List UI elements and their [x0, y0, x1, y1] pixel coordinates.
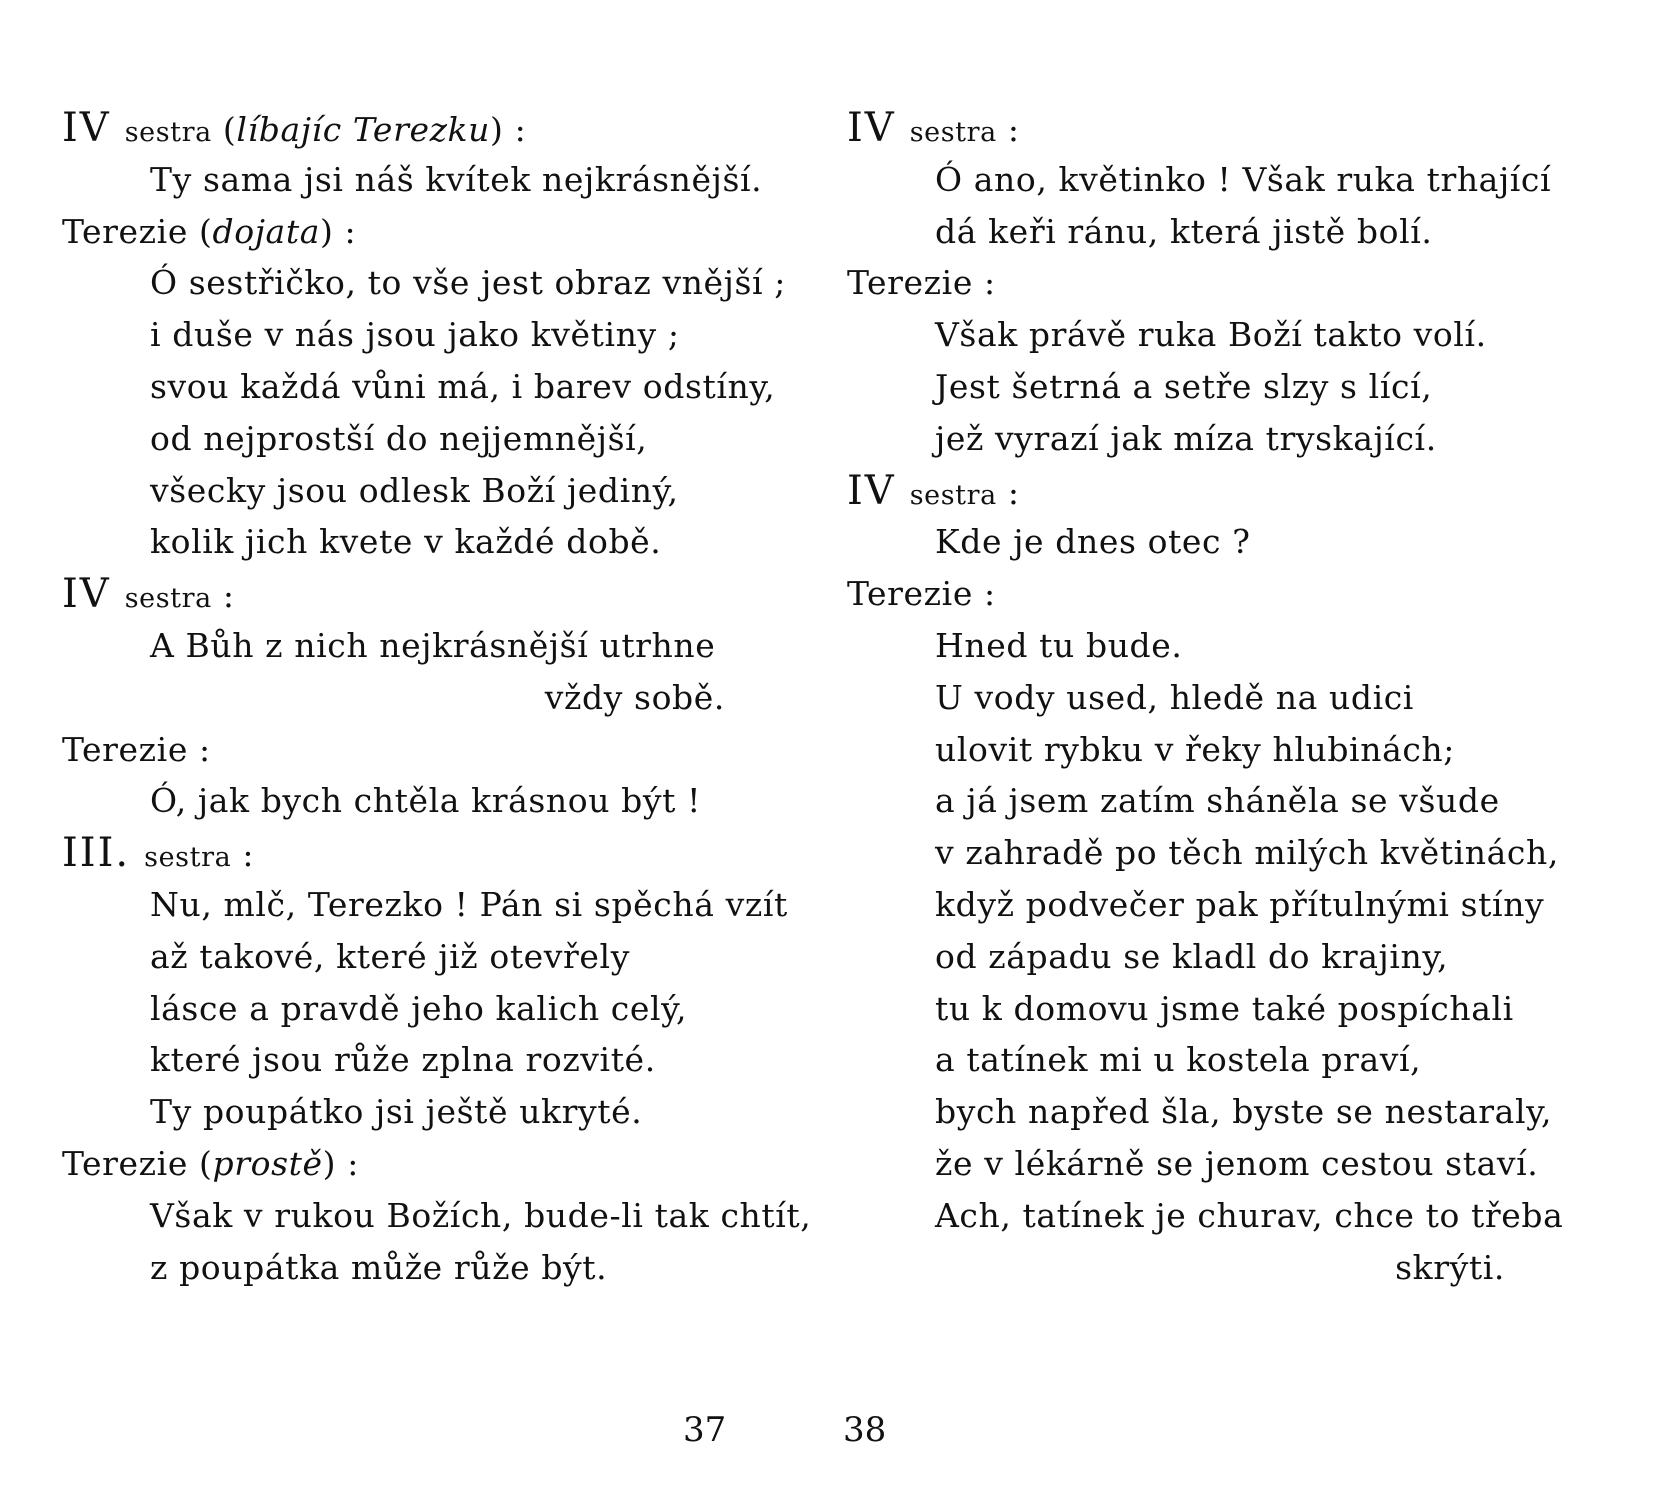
verse-line: z poupátka může růže být.: [150, 1247, 608, 1287]
speaker-name: Terezie: [62, 729, 188, 769]
verse-line: i duše v nás jsou jako květiny ;: [150, 315, 680, 355]
speaker-name: sestra: [124, 583, 212, 615]
verse-line: všecky jsou odlesk Boží jediný,: [150, 470, 679, 510]
verse-line: kolik jich kvete v každé době.: [150, 522, 662, 562]
speaker-name: sestra: [144, 842, 232, 874]
paren-open: (: [187, 211, 213, 251]
speaker-line: [847, 263, 996, 303]
verse-line: jež vyrazí jak míza tryskající.: [935, 418, 1437, 458]
speaker-name: sestra: [124, 117, 212, 148]
speaker-colon: ) :: [322, 1144, 359, 1183]
verse-line: a já jsem zatím sháněla se všude: [935, 781, 1500, 821]
right-page: [827, 0, 1654, 1500]
verse-line: v zahradě po těch milých květinách,: [935, 833, 1559, 873]
verse-line: Ó sestřičko, to vše jest obraz vnější ;: [150, 263, 786, 303]
speaker-line: [847, 574, 996, 614]
speaker-colon: ) :: [319, 211, 357, 251]
speaker-number: IV: [847, 467, 896, 514]
page-number-right: 38: [843, 1410, 887, 1450]
speaker-line: [62, 571, 235, 619]
speaker-name: Terezie: [62, 211, 188, 251]
speaker-number: IV: [62, 105, 111, 151]
verse-line: Jest šetrná a setře slzy s lící,: [935, 367, 1433, 406]
verse-line: Však právě ruka Boží takto volí.: [935, 315, 1487, 355]
paren-open: (: [187, 1144, 213, 1183]
speaker-number: IV: [847, 105, 896, 151]
speaker-colon: :: [972, 574, 996, 614]
verse-line: dá keři ránu, která jistě bolí.: [935, 211, 1433, 251]
stage-direction: dojata: [212, 211, 320, 251]
speaker-number: III.: [62, 830, 131, 877]
stage-direction: líbajíc Terezku: [236, 110, 491, 149]
verse-line: tu k domovu jsme také pospíchali: [935, 988, 1514, 1028]
verse-line: od západu se kladl do krajiny,: [935, 936, 1449, 976]
speaker-name: Terezie: [847, 263, 973, 303]
speaker-colon: :: [187, 729, 211, 769]
speaker-line: [62, 830, 255, 878]
speaker-number: IV: [62, 571, 111, 618]
page-number-left: 37: [683, 1410, 727, 1450]
verse-line: ulovit rybku v řeky hlubinách;: [935, 729, 1455, 769]
speaker-colon: :: [211, 576, 235, 616]
verse-line: svou každá vůni má, i barev odstíny,: [150, 367, 776, 406]
verse-line: Hned tu bude.: [935, 626, 1183, 665]
verse-line: Však v rukou Božích, bude-li tak chtít,: [150, 1195, 812, 1235]
verse-line: Kde je dnes otec ?: [935, 522, 1251, 562]
verse-line: Nu, mlč, Terezko ! Pán si spěchá vzít: [150, 885, 788, 924]
speaker-colon: :: [972, 263, 996, 303]
speaker-name: Terezie: [847, 574, 973, 614]
verse-line: Ó ano, květinko ! Však ruka trhající: [935, 159, 1552, 199]
verse-line: že v lékárně se jenom cestou staví.: [935, 1144, 1539, 1183]
verse-line: Ty sama jsi náš kvítek nejkrásnější.: [150, 159, 763, 199]
verse-line: Ach, tatínek je churav, chce to třeba: [935, 1195, 1564, 1235]
verse-line: Ty poupátko jsi ještě ukryté.: [150, 1092, 643, 1132]
verse-line: od nejprostší do nejjemnější,: [150, 418, 648, 458]
verse-line-continuation: vždy sobě.: [544, 677, 725, 717]
verse-line: U vody used, hledě na udici: [935, 677, 1414, 717]
verse-line: bych napřed šla, byste se nestaraly,: [935, 1092, 1553, 1132]
speaker-line: [62, 105, 527, 153]
speaker-colon: :: [231, 835, 255, 875]
verse-line: Ó, jak bych chtěla krásnou být !: [150, 781, 701, 821]
speaker-colon: :: [996, 110, 1020, 149]
verse-line-continuation: skrýti.: [1395, 1247, 1505, 1287]
speaker-line: [62, 1144, 359, 1184]
paren-open: (: [211, 110, 237, 149]
speaker-line: [62, 730, 211, 770]
speaker-line: [62, 212, 356, 252]
speaker-line: [847, 105, 1020, 153]
verse-line: když podvečer pak přítulnými stíny: [935, 885, 1545, 924]
stage-direction: prostě: [212, 1144, 323, 1183]
verse-line: A Bůh z nich nejkrásnější utrhne: [150, 626, 716, 665]
verse-line: které jsou růže zplna rozvité.: [150, 1040, 656, 1080]
verse-line: lásce a pravdě jeho kalich celý,: [150, 988, 688, 1028]
speaker-colon: :: [996, 472, 1020, 512]
speaker-colon: ) :: [490, 110, 527, 149]
speaker-name: sestra: [909, 117, 997, 148]
speaker-name: Terezie: [62, 1144, 188, 1183]
verse-line: a tatínek mi u kostela praví,: [935, 1040, 1422, 1080]
speaker-line: [847, 467, 1020, 516]
speaker-name: sestra: [909, 479, 997, 511]
verse-line: až takové, které již otevřely: [150, 936, 630, 976]
